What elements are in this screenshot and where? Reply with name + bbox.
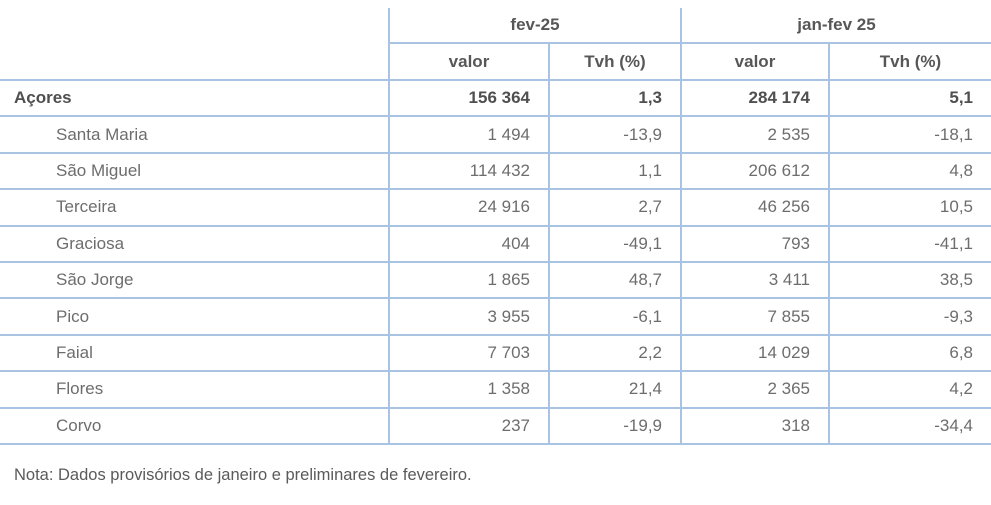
corner-spacer-2: [0, 44, 388, 81]
cell-janfev-tvh: 6,8: [828, 336, 991, 372]
cell-janfev-tvh: 38,5: [828, 263, 991, 299]
cell-janfev-tvh: 4,2: [828, 372, 991, 408]
table-grid: [0, 8, 991, 445]
cell-janfev-valor: 318: [680, 409, 828, 445]
row-label: Santa Maria: [0, 117, 388, 153]
row-label: Terceira: [0, 190, 388, 226]
cell-fev-tvh: -13,9: [548, 117, 680, 153]
group-header-janfev25: jan-fev 25: [680, 8, 991, 44]
cell-fev-valor: 114 432: [388, 154, 548, 190]
cell-fev-tvh: 1,3: [548, 81, 680, 117]
cell-janfev-valor: 2 535: [680, 117, 828, 153]
row-label: Faial: [0, 336, 388, 372]
corner-spacer: [0, 8, 388, 44]
cell-janfev-valor: 284 174: [680, 81, 828, 117]
col-header-janfev-tvh: Tvh (%): [828, 44, 991, 81]
cell-fev-valor: 1 358: [388, 372, 548, 408]
statistics-table: [0, 8, 991, 445]
row-label: São Miguel: [0, 154, 388, 190]
cell-janfev-tvh: -34,4: [828, 409, 991, 445]
row-label: Pico: [0, 299, 388, 335]
col-header-fev-valor: valor: [388, 44, 548, 81]
cell-janfev-valor: 46 256: [680, 190, 828, 226]
row-label: São Jorge: [0, 263, 388, 299]
cell-fev-tvh: 1,1: [548, 154, 680, 190]
cell-fev-tvh: 2,2: [548, 336, 680, 372]
col-header-fev-tvh: Tvh (%): [548, 44, 680, 81]
cell-fev-valor: 3 955: [388, 299, 548, 335]
cell-janfev-tvh: 5,1: [828, 81, 991, 117]
cell-janfev-tvh: 10,5: [828, 190, 991, 226]
cell-janfev-valor: 14 029: [680, 336, 828, 372]
cell-fev-tvh: -6,1: [548, 299, 680, 335]
cell-fev-valor: 7 703: [388, 336, 548, 372]
row-label: Corvo: [0, 409, 388, 445]
cell-fev-tvh: 2,7: [548, 190, 680, 226]
cell-janfev-valor: 7 855: [680, 299, 828, 335]
cell-janfev-valor: 206 612: [680, 154, 828, 190]
row-label: Flores: [0, 372, 388, 408]
cell-fev-tvh: 48,7: [548, 263, 680, 299]
row-label-acores: Açores: [0, 81, 388, 117]
cell-janfev-tvh: -9,3: [828, 299, 991, 335]
cell-janfev-tvh: -18,1: [828, 117, 991, 153]
cell-fev-valor: 24 916: [388, 190, 548, 226]
group-header-fev25: fev-25: [388, 8, 680, 44]
col-header-janfev-valor: valor: [680, 44, 828, 81]
cell-fev-tvh: -19,9: [548, 409, 680, 445]
cell-fev-valor: 404: [388, 227, 548, 263]
table-footnote: Nota: Dados provisórios de janeiro e preliminares de fevereiro.: [14, 466, 472, 484]
cell-fev-tvh: 21,4: [548, 372, 680, 408]
cell-janfev-valor: 793: [680, 227, 828, 263]
row-label: Graciosa: [0, 227, 388, 263]
cell-fev-valor: 1 494: [388, 117, 548, 153]
cell-janfev-tvh: -41,1: [828, 227, 991, 263]
cell-janfev-valor: 3 411: [680, 263, 828, 299]
cell-fev-tvh: -49,1: [548, 227, 680, 263]
cell-fev-valor: 1 865: [388, 263, 548, 299]
cell-janfev-tvh: 4,8: [828, 154, 991, 190]
cell-janfev-valor: 2 365: [680, 372, 828, 408]
cell-fev-valor: 156 364: [388, 81, 548, 117]
cell-fev-valor: 237: [388, 409, 548, 445]
